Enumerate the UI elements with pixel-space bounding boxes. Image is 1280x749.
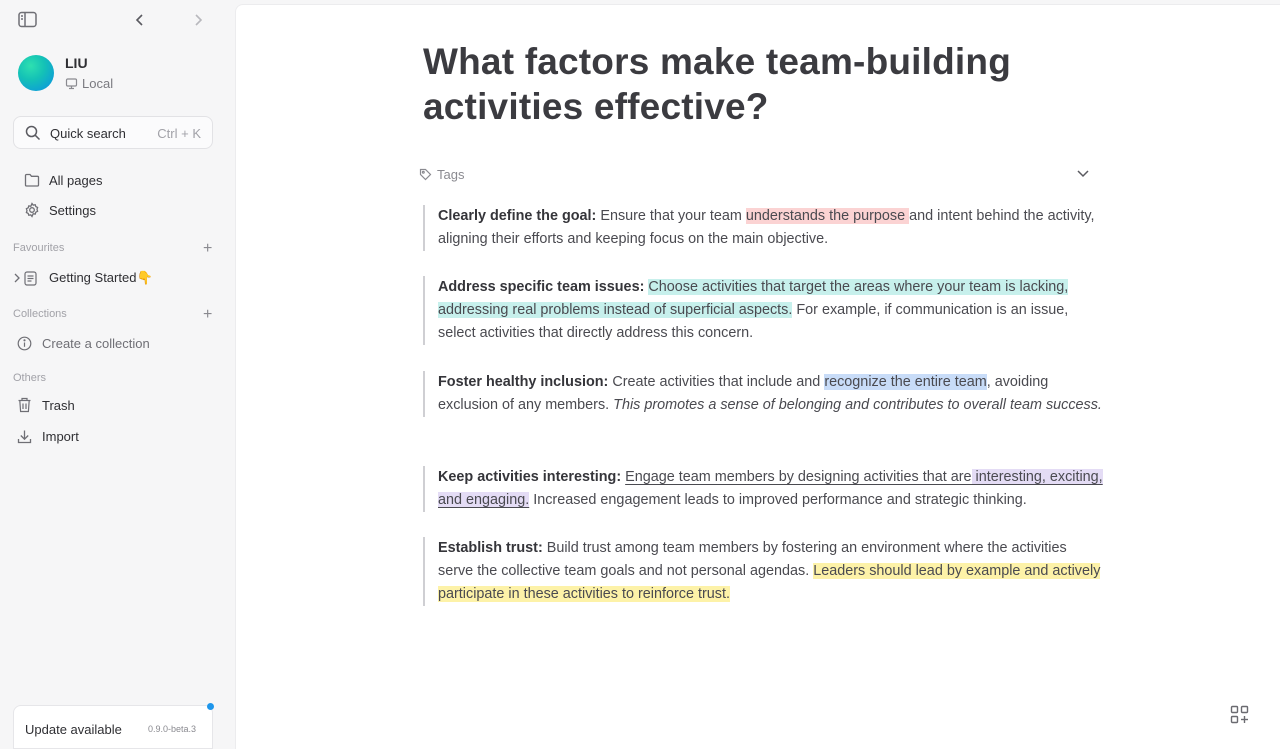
sidebar-item-getting-started[interactable] — [13, 264, 213, 292]
quick-search-shortcut: Ctrl + K — [157, 126, 201, 141]
trash-icon — [17, 397, 41, 413]
highlighted-text: interesting, exciting, and engaging. — [438, 469, 1103, 508]
forward-arrow-icon[interactable] — [193, 13, 203, 27]
quote-text: Build trust among team members by fostering an environment where the activities serve the collective team goals and not personal agendas. — [438, 540, 1067, 579]
quote-text: , avoiding exclusion of any members. — [438, 374, 1049, 413]
quote-text: For example, if communication is an issue, select activities that directly address this concern. — [438, 302, 1069, 341]
quote-heading: Address specific team issues: — [438, 279, 645, 295]
add-favourite-button[interactable]: + — [203, 240, 213, 257]
tags-label: Tags — [437, 167, 465, 182]
editor-pane — [235, 4, 1280, 749]
sidebar-item-label: Settings — [49, 202, 96, 218]
search-icon — [25, 125, 41, 141]
quote-text: Ensure that your team — [596, 208, 746, 224]
others-section-title: Others — [13, 372, 47, 384]
update-notification-dot — [207, 703, 214, 710]
sidebar-item-settings[interactable] — [13, 196, 213, 224]
quote-text: Create activities that include and — [608, 374, 825, 390]
workspace-type-label: Local — [82, 76, 114, 91]
underlined-text: Engage team members by designing activities that are — [625, 469, 972, 485]
tags-property[interactable] — [419, 167, 464, 182]
quote-heading: Clearly define the goal: — [438, 208, 597, 224]
quote-heading: Keep activities interesting: — [438, 469, 622, 485]
info-icon — [17, 336, 41, 351]
quote-text: Increased engagement leads to improved performance and strategic thinking. — [529, 492, 1027, 508]
chevron-right-icon[interactable] — [14, 273, 20, 283]
quick-search-label: Quick search — [50, 126, 126, 141]
sidebar-toggle-icon[interactable] — [18, 11, 37, 28]
update-version: 0.9.0-beta.3 — [147, 724, 196, 734]
local-storage-icon — [65, 78, 78, 90]
quote-heading: Foster healthy inclusion: — [438, 374, 609, 390]
add-widget-grid-icon[interactable] — [1230, 705, 1249, 724]
page-title[interactable]: What factors make team-building activities effective? — [423, 41, 1012, 127]
update-label: Update available — [25, 722, 122, 737]
sidebar-item-all-pages[interactable] — [13, 166, 213, 194]
update-available-button[interactable] — [13, 705, 213, 749]
sidebar-item-label: Getting Started👇 — [49, 270, 153, 285]
highlighted-text: Leaders should lead by example and actively participate in these activities to reinforce trust. — [438, 563, 1101, 602]
page-icon — [24, 271, 48, 286]
sidebar-item-label: Import — [42, 428, 79, 444]
create-collection-label: Create a collection — [42, 335, 150, 351]
sidebar-item-import[interactable] — [6, 422, 206, 450]
sidebar-item-label: Trash — [42, 397, 75, 413]
folder-icon — [24, 173, 48, 187]
quote-block[interactable] — [423, 371, 1103, 417]
quote-heading: Establish trust: — [438, 540, 543, 556]
quote-block[interactable] — [423, 537, 1103, 606]
add-collection-button[interactable]: + — [203, 306, 213, 323]
highlighted-text: understands the purpose — [745, 208, 910, 224]
chevron-down-icon[interactable] — [1076, 169, 1090, 178]
create-collection-button[interactable] — [6, 329, 206, 357]
highlighted-text: Choose activities that target the areas where your team is lacking, addressing real problems instead of superficial aspects. — [438, 279, 1069, 318]
highlighted-text: recognize the entire team — [824, 374, 987, 390]
gear-icon — [24, 202, 48, 218]
sidebar-item-trash[interactable] — [6, 391, 206, 419]
quick-search-button[interactable] — [13, 116, 213, 149]
workspace-profile[interactable] — [18, 55, 218, 93]
workspace-type — [65, 76, 113, 91]
sidebar-top-bar — [0, 10, 228, 32]
quote-block[interactable] — [423, 276, 1103, 345]
sidebar — [0, 0, 228, 749]
back-arrow-icon[interactable] — [135, 13, 145, 27]
avatar — [18, 55, 54, 91]
quote-block[interactable] — [423, 466, 1103, 512]
sidebar-item-label: All pages — [49, 172, 103, 188]
quote-block[interactable] — [423, 205, 1103, 251]
favourites-section-title: Favourites — [13, 242, 65, 254]
tag-icon — [419, 168, 432, 181]
profile-name: LIU — [65, 55, 88, 71]
download-icon — [17, 429, 41, 444]
quote-text: and intent behind the activity, aligning their efforts and keeping focus on the main objective. — [438, 208, 1095, 247]
collections-section-title: Collections — [13, 308, 67, 320]
italic-text: This promotes a sense of belonging and contributes to overall team success. — [613, 397, 1102, 413]
